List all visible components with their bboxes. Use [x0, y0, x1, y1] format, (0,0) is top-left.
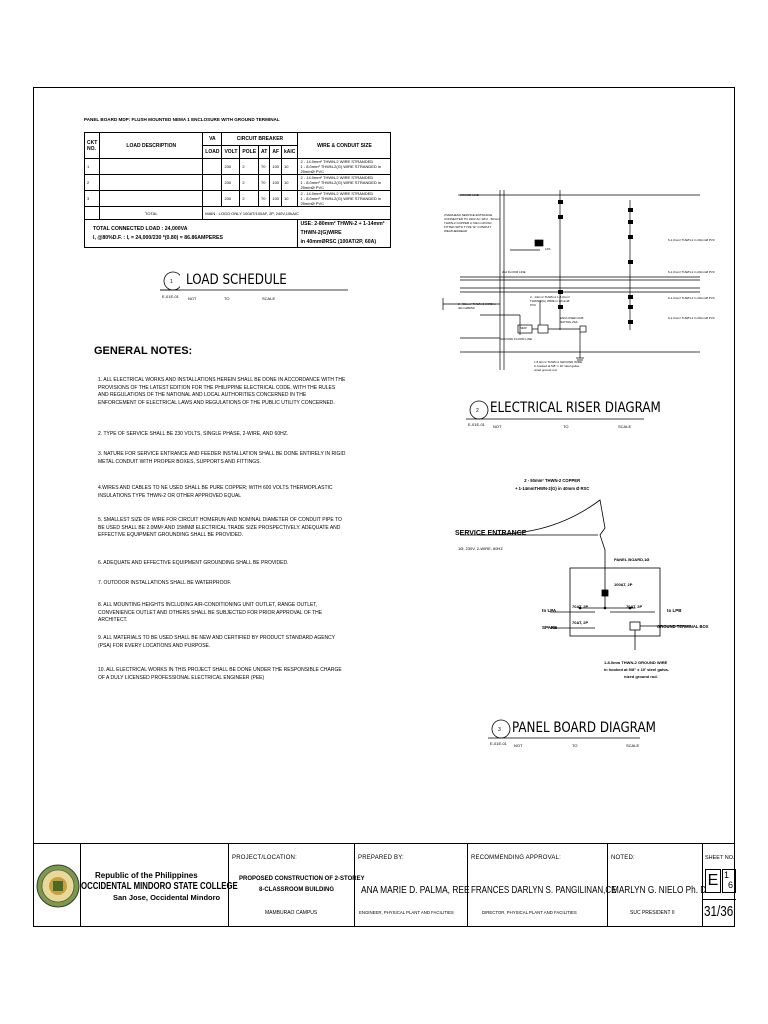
wire-line-1: 2 - 14.0mm² THWN-2 WIRE STRANDED [300, 191, 374, 196]
col-load-desc: LOAD DESCRIPTION [100, 133, 203, 159]
note-item: 3. NATURE FOR SERVICE ENTRANCE AND FEEDER INSTALLATION SHALL BE DONE ENTIRELY IN RIGID METAL CONDUIT WITH PROPER BOXES, SUPPORTS AND FITTINGS. [98, 451, 346, 465]
note-item: 2. TYPE OF SERVICE SHALL BE 230 VOLTS, SINGLE PHASE, 2-WIRE, AND 60HZ. [98, 431, 289, 437]
nts-label: NOT [514, 743, 523, 748]
to-label: TO [224, 296, 230, 301]
college-name: OCCIDENTAL MINDORO STATE COLLEGE [81, 881, 238, 892]
scale-label: SCALE [618, 424, 632, 429]
section-title: PANEL BOARD DIAGRAM [512, 720, 656, 736]
riser-ground-floor: GROUND FLOOR LINE [500, 337, 533, 341]
main-text: MAIN : LOGO ONLY 100AT/100AF, 2P, 240V,10kAIC [203, 207, 391, 220]
noted-name: MARLYN G. NIELO Ph. D. [612, 885, 709, 896]
connected-load: TOTAL CONNECTED LOAD : 24,000VA [93, 225, 188, 232]
cb-1: 70AT, 2P [572, 604, 589, 609]
cb-3: 70AT, 2P [572, 620, 589, 625]
general-notes-title: GENERAL NOTES: [94, 345, 193, 357]
republic: Republic of the Philippines [95, 871, 198, 880]
wire-line-1: 2 - 14.0mm² THWN-2 WIRE STRANDED [300, 159, 374, 164]
at: 70 [259, 191, 270, 207]
col-va-load: LOAD [203, 146, 222, 159]
wire-line-1: 2 - 14.0mm² THWN-2 WIRE STRANDED [300, 175, 374, 180]
af: 100 [270, 191, 282, 207]
project-label: PROJECT/LOCATION: [232, 855, 297, 861]
project-line-2: 8-CLASSROOM BUILDING [259, 887, 334, 893]
panel-board-diagram [460, 490, 690, 650]
note-item: 7. OUTDOOR INSTALLATIONS SHALL BE WATERPROOF. [98, 580, 232, 586]
ckt-no: 1 [85, 159, 100, 175]
current-calc: I, @80%D.F. : I, = 24,000/230 *(0.80) = 86.86AMPERES [93, 234, 223, 241]
riser-twn: 2 - 50mm² THWN-2 WIRE in 40mmØRSC [458, 302, 496, 310]
to-label: TO [563, 424, 569, 429]
wire-line-2: 1 - 8.0mm² THWN-2(G) WIRE STRANDED in 25mmØ PVC [300, 196, 382, 206]
riser-enclosed: ENCLOSED ACB RATING,2SA [560, 316, 584, 324]
riser-lpa: LPA [545, 247, 551, 251]
riser-floor: 2nd FLOOR LINE [502, 270, 526, 274]
riser-overhead: OVERHEAD SERVICE ENTRANCE CONNECTED TO 230V AC 1Ø 2 - 50mm² THWN-2 COPPER in 50mm Ø RSC FITTED WITH TYPE "E" CONDUIT WEATHERHEAD [444, 213, 500, 233]
col-va: VA [203, 133, 222, 146]
riser-feeder: 2 - 14mm² THWN-2 1-8.0mm² THWN-2(G) WIRE in 32mmØ PVC [530, 295, 570, 307]
scale-label: SCALE [262, 296, 276, 301]
schedule-heading: PANEL BOARD MDP: FLUSH MOUNTED NEMA 1 ENCLOSURE WITH GROUND TERMINAL [84, 117, 280, 122]
project-block [228, 843, 365, 927]
load-schedule-table [84, 132, 391, 248]
college-seal-icon [36, 848, 80, 924]
pole: 2 [240, 175, 259, 191]
pole: 2 [240, 159, 259, 175]
sheet-fraction-top: 1 [724, 870, 730, 880]
panel-copper-1: 2 - 50mm² THWN-2 COPPER [524, 478, 581, 483]
recommending-block [467, 843, 617, 927]
riser-right-4: 6-1.0mm² THWN-2 in 20mmØ PVC [668, 316, 715, 320]
col-volt: VOLT [222, 146, 240, 159]
ckt-no: 3 [85, 191, 100, 207]
section-number: 2 [476, 408, 479, 414]
to-label: TO [572, 743, 578, 748]
col-kaic: kAIC [282, 146, 298, 159]
col-wire: WIRE & CONDUIT SIZE [298, 133, 391, 159]
riser-gnd [534, 360, 582, 372]
table-row [85, 175, 391, 191]
use-line-2: in 40mmØRSC (100AT/2P, 60A) [300, 239, 377, 245]
sheet-total: 31/36 [704, 903, 734, 920]
section-code: E-01E-01 [490, 741, 507, 746]
pole: 2 [240, 191, 259, 207]
col-pole: POLE [240, 146, 259, 159]
kaic: 10 [282, 191, 298, 207]
sheet-letter: E [705, 869, 721, 893]
riser-diagram [440, 180, 710, 380]
col-cb: CIRCUIT BREAKER [222, 133, 298, 146]
project-line-1: PROPOSED CONSTRUCTION OF 2-STOREY [239, 876, 365, 882]
ground-terminal-box: GROUND TERMINAL BOX [657, 624, 709, 629]
college-location: San Jose, Occidental Mindoro [113, 893, 221, 902]
kaic: 10 [282, 175, 298, 191]
sheet-block [702, 843, 735, 927]
prepared-block [354, 843, 470, 927]
section-code: E-01E-01 [162, 294, 179, 299]
kaic: 10 [282, 159, 298, 175]
prepared-title: ENGINEER, PHYSICAL PLANT AND FACILITIES [359, 910, 454, 915]
sheet-fraction [722, 869, 736, 893]
panel-gw-2: in hooked at 5/8" x 10' steel galva- [604, 667, 669, 672]
volt: 230 [222, 159, 240, 175]
riser-gnd-line-1: 1 8.0mm² THWN-2 GROUND WIRE [534, 360, 582, 364]
college-block [80, 843, 238, 927]
at: 70 [259, 159, 270, 175]
campus: MAMBURAO CAMPUS [265, 910, 318, 916]
table-row [85, 191, 391, 207]
table-row [85, 159, 391, 175]
nts-label: NOT [188, 296, 197, 301]
table-row-total [85, 207, 391, 220]
noted-title: SUC PRESIDENT II [630, 910, 675, 916]
total-label: TOTAL [100, 207, 203, 220]
wire-line-2: 1 - 8.0mm² THWN-2(G) WIRE STRANDED in 25mmØ PVC [300, 164, 382, 174]
riser-right-3: 6-1.0mm² THWN-2 in 20mmØ PVC [668, 296, 715, 300]
panel-gw-1: 1-8.0mm THWN-2 GROUND WIRE [604, 660, 668, 665]
to-lpa: to LPA [542, 608, 557, 613]
nts-label: NOT [493, 424, 502, 429]
section-title: ELECTRICAL RISER DIAGRAM [490, 400, 661, 416]
col-ckt: CKT NO. [85, 133, 100, 159]
noted-block [607, 843, 709, 927]
panel-copper-2: + 1-14mmTHWN-2(G) in 40mm Ø RSC [515, 486, 590, 491]
volt: 230 [222, 191, 240, 207]
note-item: 5. SMALLEST SIZE OF WIRE FOR CIRCUIT HOMERUN AND NOMINAL DIAMETER OF CONDUIT PIPE TO BE USED SHALL BE 2.0MM² AND 15MMØ ELECTRICAL TRADE SIZE PROSPECTIVELY. ADEQUATE AND EFFECTIVE EQUIPMENT GROUNDING SHALL BE PROVIDED. [98, 517, 342, 538]
sheet-label: SHEET NO. [705, 855, 735, 861]
riser-mdp: MDP [520, 326, 527, 330]
prepared-name: ANA MARIE D. PALMA, REE [361, 885, 470, 896]
riser-right-1: 6-1.0mm² THWN-2 in 20mmØ PVC [668, 238, 715, 242]
cb-2: 70AT, 2P [626, 604, 643, 609]
note-item: 10. ALL ELECTRICAL WORKS IN THIS PROJECT SHALL BE DONE UNDER THE RESPONSIBLE CHARGE OF A DULY LICENSED PROFESSIONAL ELECTRICAL ENGINEER (PEE) [98, 667, 342, 681]
recommending-name: FRANCES DARLYN S. PANGILINAN,CE [471, 885, 617, 896]
scale-label: SCALE [626, 743, 640, 748]
volt: 230 [222, 175, 240, 191]
section-title: LOAD SCHEDULE [186, 272, 287, 288]
panel-gw [604, 659, 669, 680]
note-item: 8. ALL MOUNTING HEIGHTS INCLUDING AIR-CONDITIONING UNIT OUTLET, RANGE OUTLET, CONVENIENCE OUTLET AND OTHERS SHALL BE SUBJECTED FOR PRIOR APPROVAL OF THE ARCHITECT. [98, 602, 323, 623]
col-at: AT [259, 146, 270, 159]
section-number: 1 [170, 279, 173, 285]
service-entrance-sub: 1Ø, 230V, 2-WIRE, 60HZ [458, 546, 503, 551]
service-entrance: SERVICE ENTRANCE [455, 530, 527, 537]
riser-gnd-line-3: nized ground rod. [534, 368, 558, 372]
af: 100 [270, 159, 282, 175]
riser-right-2: 6-1.0mm² THWN-2 in 20mmØ PVC [668, 270, 715, 274]
section-number: 3 [498, 727, 501, 733]
wire-line-2: 1 - 8.0mm² THWN-2(G) WIRE STRANDED in 25mmØ PVC [300, 180, 382, 190]
to-lpb: to LPB [667, 608, 682, 613]
panel-gw-3: nized ground rod. [624, 674, 658, 679]
af: 100 [270, 175, 282, 191]
riser-gnd-line-2: in hooked at 5/8" x 10' steel galva- [534, 364, 580, 368]
riser-ground-line: GROUND LINE [458, 193, 479, 197]
main-cb: 100AT, 2P [614, 582, 633, 587]
note-item: 4.WIRES AND CABLES TO NE USED SHALL BE PURE COPPER; WITH 600 VOLTS THERMOPLASTIC INSULATIONS TYPE THWN-2 OR OTHER APPROVED EQUAL [98, 485, 333, 499]
note-item: 9. ALL MATERIALS TO BE USED SHALL BE NEW AND CERTIFIED BY PRODUCT STANDARD AGENCY (PSA) FOR EVERY LOCATIONS AND PURPOSE. [98, 635, 336, 649]
note-item: 6. ADEQUATE AND EFFECTIVE EQUIPMENT GROUNDING SHALL BE PROVIDED. [98, 560, 289, 566]
noted-label: NOTED: [611, 855, 635, 861]
recommending-label: RECOMMENDING APPROVAL: [471, 855, 561, 861]
at: 70 [259, 175, 270, 191]
spare: SPARE [542, 625, 558, 630]
ckt-no: 2 [85, 175, 100, 191]
sheet-fraction-bottom: 6 [728, 880, 734, 890]
section-code: E-01E-01 [468, 422, 485, 427]
panel-board-label: PANEL BOARD,1Ø [614, 557, 650, 562]
use-line-1: USE: 2-80mm² THWN-2 + 1-14mm² THWN-2(G)WIRE [300, 221, 385, 236]
recommending-title: DIRECTOR, PHYSICAL PLANT AND FACILITIES [482, 910, 577, 915]
prepared-label: PREPARED BY: [358, 855, 404, 861]
note-item: 1. ALL ELECTRICAL WORKS AND INSTALLATIONS HEREIN SHALL BE DONE IN ACCORDANCE WITH THE PROVISIONS OF THE LATEST EDITION FOR THE PHILIPPINE ELECTRICAL CODE, WITH THE RULES AND REGULATIONS OF THE NATIONAL AND LOCAL AUTHORITIES CONCERNED IN THE ENFORCEMENT OF ELECTRICAL LAWS AND REGULATIONS OF THE PUBLIC UTILITY CONCERNED. [98, 377, 346, 406]
col-af: AF [270, 146, 282, 159]
